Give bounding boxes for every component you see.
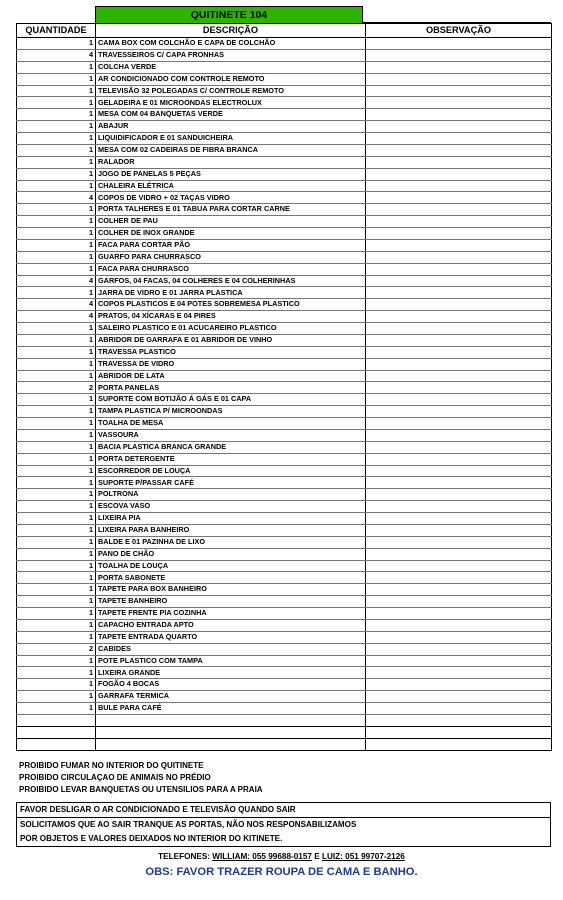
table-row — [17, 489, 552, 501]
table-row — [17, 358, 552, 370]
item-observation — [366, 299, 552, 311]
table-row — [17, 619, 552, 631]
item-quantity: 1 — [17, 334, 96, 346]
item-quantity: 1 — [17, 156, 96, 168]
blank-cell — [17, 738, 96, 750]
item-description: ABAJUR — [96, 121, 366, 133]
item-observation — [366, 631, 552, 643]
table-row — [17, 548, 552, 560]
phone-line — [0, 852, 563, 861]
table-row — [17, 239, 552, 251]
item-description: CABIDES — [96, 643, 366, 655]
item-quantity: 1 — [17, 346, 96, 358]
item-description: FACA PARA CORTAR PÃO — [96, 239, 366, 251]
table-row — [17, 346, 552, 358]
item-quantity: 1 — [17, 584, 96, 596]
item-observation — [366, 524, 552, 536]
item-observation — [366, 429, 552, 441]
table-row — [17, 382, 552, 394]
item-observation — [366, 679, 552, 691]
table-row — [17, 608, 552, 620]
blank-cell — [96, 738, 366, 750]
table-row — [17, 501, 552, 513]
item-observation — [366, 38, 552, 50]
item-quantity: 1 — [17, 679, 96, 691]
item-description: PORTA DETERGENTE — [96, 453, 366, 465]
item-description: PRATOS, 04 XÍCARAS E 04 PIRES — [96, 311, 366, 323]
blank-row — [17, 714, 552, 726]
item-description: CAPACHO ENTRADA APTO — [96, 619, 366, 631]
item-description: TOALHA DE LOUÇA — [96, 560, 366, 572]
item-quantity: 1 — [17, 180, 96, 192]
table-row — [17, 643, 552, 655]
item-description: PANO DE CHÃO — [96, 548, 366, 560]
item-description: BALDE E 01 PAZINHA DE LIXO — [96, 536, 366, 548]
blank-cell — [366, 738, 552, 750]
item-description: TAPETE FRENTE PIA COZINHA — [96, 608, 366, 620]
table-row — [17, 73, 552, 85]
table-row — [17, 572, 552, 584]
item-quantity: 1 — [17, 287, 96, 299]
item-description: ESCOVA VASO — [96, 501, 366, 513]
table-row — [17, 703, 552, 715]
item-quantity: 1 — [17, 608, 96, 620]
table-row — [17, 524, 552, 536]
item-observation — [366, 204, 552, 216]
table-row — [17, 156, 552, 168]
item-quantity: 1 — [17, 97, 96, 109]
phone-william: WILLIAM: 055 99688-0157 — [212, 852, 312, 861]
item-description: TOALHA DE MESA — [96, 418, 366, 430]
item-observation — [366, 572, 552, 584]
item-description: ABRIDOR DE LATA — [96, 370, 366, 382]
table-row — [17, 49, 552, 61]
item-quantity: 1 — [17, 619, 96, 631]
table-row — [17, 418, 552, 430]
table-row — [17, 192, 552, 204]
item-quantity: 4 — [17, 299, 96, 311]
item-observation — [366, 703, 552, 715]
item-description: TAPETE PARA BOX BANHEIRO — [96, 584, 366, 596]
item-description: CAMA BOX COM COLCHÃO E CAPA DE COLCHÃO — [96, 38, 366, 50]
item-quantity: 2 — [17, 382, 96, 394]
item-observation — [366, 441, 552, 453]
table-row — [17, 263, 552, 275]
item-description: LIXEIRA GRANDE — [96, 667, 366, 679]
item-observation — [366, 156, 552, 168]
item-quantity: 1 — [17, 394, 96, 406]
table-row — [17, 180, 552, 192]
item-description: TRAVESSA PLASTICO — [96, 346, 366, 358]
item-description: LIQUIDIFICADOR E 01 SANDUICHEIRA — [96, 133, 366, 145]
item-observation — [366, 323, 552, 335]
item-observation — [366, 643, 552, 655]
item-description: GUARFO PARA CHURRASCO — [96, 251, 366, 263]
item-quantity: 1 — [17, 109, 96, 121]
item-quantity: 1 — [17, 144, 96, 156]
blank-row — [17, 726, 552, 738]
inventory-table — [16, 23, 552, 751]
item-observation — [366, 358, 552, 370]
item-observation — [366, 536, 552, 548]
sheet-title: QUITINETE 104 — [95, 6, 363, 23]
item-quantity: 1 — [17, 38, 96, 50]
item-observation — [366, 121, 552, 133]
item-quantity: 1 — [17, 524, 96, 536]
item-description: TELEVISÃO 32 POLEGADAS C/ CONTROLE REMOTO — [96, 85, 366, 97]
item-description: JARRA DE VIDRO E 01 JARRA PLASTICA — [96, 287, 366, 299]
item-quantity: 1 — [17, 121, 96, 133]
rule-no-smoking: PROIBIDO FUMAR NO INTERIOR DO QUITINETE — [19, 761, 204, 770]
table-row — [17, 275, 552, 287]
item-observation — [366, 548, 552, 560]
item-quantity: 1 — [17, 251, 96, 263]
item-quantity: 1 — [17, 358, 96, 370]
table-row — [17, 655, 552, 667]
table-row — [17, 477, 552, 489]
table-row — [17, 465, 552, 477]
inventory-sheet — [16, 6, 551, 751]
item-description: TAPETE BANHEIRO — [96, 596, 366, 608]
item-description: SUPORTE COM BOTIJÃO Á GÁS E 01 CAPA — [96, 394, 366, 406]
item-quantity: 1 — [17, 133, 96, 145]
item-observation — [366, 477, 552, 489]
table-row — [17, 109, 552, 121]
item-quantity: 1 — [17, 691, 96, 703]
notice-box — [16, 802, 551, 847]
item-quantity: 1 — [17, 73, 96, 85]
item-description: PORTA TALHERES E 01 TABUA PARA CORTAR CARNE — [96, 204, 366, 216]
item-quantity: 4 — [17, 192, 96, 204]
table-row — [17, 394, 552, 406]
item-quantity: 1 — [17, 418, 96, 430]
item-description: TAPETE ENTRADA QUARTO — [96, 631, 366, 643]
item-observation — [366, 370, 552, 382]
item-observation — [366, 192, 552, 204]
item-observation — [366, 61, 552, 73]
item-observation — [366, 97, 552, 109]
quantity-header: QUANTIDADE — [17, 24, 96, 38]
item-description: FOGÃO 4 BOCAS — [96, 679, 366, 691]
item-description: SALEIRO PLASTICO E 01 ACUCAREIRO PLASTICO — [96, 323, 366, 335]
item-description: MESA COM 04 BANQUETAS VERDE — [96, 109, 366, 121]
item-quantity: 1 — [17, 536, 96, 548]
table-row — [17, 251, 552, 263]
item-description: VASSOURA — [96, 429, 366, 441]
item-description: FACA PARA CHURRASCO — [96, 263, 366, 275]
item-quantity: 1 — [17, 370, 96, 382]
obs-note: OBS: FAVOR TRAZER ROUPA DE CAMA E BANHO. — [145, 866, 418, 878]
rule-no-animals: PROIBIDO CIRCULAÇAO DE ANIMAIS NO PRÉDIO — [19, 773, 211, 782]
table-row — [17, 133, 552, 145]
item-quantity: 1 — [17, 323, 96, 335]
table-row — [17, 560, 552, 572]
phones-label: TELEFONES: — [158, 852, 213, 861]
item-observation — [366, 228, 552, 240]
table-row — [17, 453, 552, 465]
item-quantity: 1 — [17, 655, 96, 667]
table-row — [17, 334, 552, 346]
item-quantity: 1 — [17, 263, 96, 275]
item-description: MESA COM 02 CADEIRAS DE FIBRA BRANCA — [96, 144, 366, 156]
item-observation — [366, 608, 552, 620]
table-row — [17, 406, 552, 418]
item-quantity: 1 — [17, 489, 96, 501]
table-row — [17, 121, 552, 133]
item-observation — [366, 596, 552, 608]
item-quantity: 1 — [17, 85, 96, 97]
phone-luiz: LUIZ: 051 99707-2126 — [321, 852, 405, 861]
item-observation — [366, 216, 552, 228]
item-quantity: 4 — [17, 275, 96, 287]
item-observation — [366, 346, 552, 358]
item-observation — [366, 406, 552, 418]
item-quantity: 1 — [17, 667, 96, 679]
item-observation — [366, 394, 552, 406]
table-row — [17, 667, 552, 679]
item-quantity: 1 — [17, 168, 96, 180]
item-observation — [366, 560, 552, 572]
notice-ac-tv: FAVOR DESLIGAR O AR CONDICIONADO E TELEVISÃO QUANDO SAIR — [17, 803, 550, 818]
table-row — [17, 441, 552, 453]
item-observation — [366, 49, 552, 61]
item-description: BULE PARA CAFÉ — [96, 703, 366, 715]
item-quantity: 1 — [17, 441, 96, 453]
item-description: GELADEIRA E 01 MICROONDAS ELECTROLUX — [96, 97, 366, 109]
item-description: LIXEIRA PARA BANHEIRO — [96, 524, 366, 536]
item-description: ESCORREDOR DE LOUÇA — [96, 465, 366, 477]
item-description: CHALEIRA ELÉTRICA — [96, 180, 366, 192]
inventory-body — [17, 38, 552, 751]
item-observation — [366, 418, 552, 430]
item-quantity: 1 — [17, 477, 96, 489]
description-header: DESCRIÇÃO — [96, 24, 366, 38]
table-row — [17, 691, 552, 703]
table-row — [17, 168, 552, 180]
item-quantity: 1 — [17, 572, 96, 584]
table-row — [17, 216, 552, 228]
table-row — [17, 204, 552, 216]
phones-separator: E — [311, 852, 322, 861]
item-observation — [366, 619, 552, 631]
item-description: POTE PLASTICO COM TAMPA — [96, 655, 366, 667]
table-row — [17, 228, 552, 240]
blank-cell — [96, 714, 366, 726]
item-description: TRAVESSEIROS C/ CAPA FRONHAS — [96, 49, 366, 61]
item-observation — [366, 691, 552, 703]
item-description: COPOS DE VIDRO + 02 TAÇAS VIDRO — [96, 192, 366, 204]
table-row — [17, 311, 552, 323]
table-row — [17, 144, 552, 156]
title-row — [16, 6, 551, 23]
item-observation — [366, 489, 552, 501]
item-description: COLHER DE INOX GRANDE — [96, 228, 366, 240]
item-description: PORTA PANELAS — [96, 382, 366, 394]
item-observation — [366, 584, 552, 596]
item-quantity: 2 — [17, 643, 96, 655]
item-observation — [366, 275, 552, 287]
table-row — [17, 631, 552, 643]
item-observation — [366, 133, 552, 145]
blank-cell — [366, 726, 552, 738]
item-observation — [366, 667, 552, 679]
table-row — [17, 61, 552, 73]
item-observation — [366, 382, 552, 394]
item-description: BACIA PLASTICA BRANCA GRANDE — [96, 441, 366, 453]
rule-no-beach-items: PROIBIDO LEVAR BANQUETAS OU UTENSILIOS PARA A PRAIA — [19, 785, 263, 794]
item-observation — [366, 73, 552, 85]
item-description: COPOS PLASTICOS E 04 POTES SOBREMESA PLASTICO — [96, 299, 366, 311]
item-description: TRAVESSA DE VIDRO — [96, 358, 366, 370]
item-observation — [366, 287, 552, 299]
item-description: SUPORTE P/PASSAR CAFÉ — [96, 477, 366, 489]
item-quantity: 1 — [17, 429, 96, 441]
table-row — [17, 85, 552, 97]
table-row — [17, 679, 552, 691]
item-quantity: 1 — [17, 204, 96, 216]
item-observation — [366, 109, 552, 121]
blank-cell — [366, 714, 552, 726]
item-description: JOGO DE PANELAS 5 PEÇAS — [96, 168, 366, 180]
item-quantity: 1 — [17, 596, 96, 608]
item-quantity: 1 — [17, 228, 96, 240]
item-quantity: 4 — [17, 311, 96, 323]
item-description: RALADOR — [96, 156, 366, 168]
table-row — [17, 429, 552, 441]
item-description: COLCHA VERDE — [96, 61, 366, 73]
item-observation — [366, 311, 552, 323]
table-header-row — [17, 24, 552, 38]
item-description: GARRAFA TERMICA — [96, 691, 366, 703]
notice-responsibility: POR OBJETOS E VALORES DEIXADOS NO INTERIOR DO KITINETE. — [20, 834, 283, 843]
notice-lock-doors: SOLICITAMOS QUE AO SAIR TRANQUE AS PORTAS, NÃO NOS RESPONSABILIZAMOS — [20, 820, 357, 829]
item-observation — [366, 180, 552, 192]
item-observation — [366, 168, 552, 180]
item-observation — [366, 144, 552, 156]
table-row — [17, 287, 552, 299]
item-description: ABRIDOR DE GARRAFA E 01 ABRIDOR DE VINHO — [96, 334, 366, 346]
item-observation — [366, 85, 552, 97]
item-quantity: 1 — [17, 465, 96, 477]
item-description: LIXEIRA PIA — [96, 513, 366, 525]
item-quantity: 1 — [17, 216, 96, 228]
item-description: AR CONDICIONADO COM CONTROLE REMOTO — [96, 73, 366, 85]
item-observation — [366, 513, 552, 525]
item-quantity: 1 — [17, 631, 96, 643]
blank-cell — [17, 726, 96, 738]
item-description: POLTRONA — [96, 489, 366, 501]
item-observation — [366, 655, 552, 667]
table-row — [17, 584, 552, 596]
item-observation — [366, 465, 552, 477]
item-quantity: 4 — [17, 49, 96, 61]
item-quantity: 1 — [17, 453, 96, 465]
item-observation — [366, 251, 552, 263]
item-description: TAMPA PLASTICA P/ MICROONDAS — [96, 406, 366, 418]
table-row — [17, 513, 552, 525]
rules-list — [19, 760, 263, 796]
table-row — [17, 299, 552, 311]
blank-row — [17, 738, 552, 750]
item-quantity: 1 — [17, 501, 96, 513]
observation-header: OBSERVAÇÃO — [366, 24, 552, 38]
table-row — [17, 596, 552, 608]
table-row — [17, 323, 552, 335]
blank-cell — [96, 726, 366, 738]
item-quantity: 1 — [17, 61, 96, 73]
table-row — [17, 370, 552, 382]
item-quantity: 1 — [17, 513, 96, 525]
table-row — [17, 97, 552, 109]
item-quantity: 1 — [17, 703, 96, 715]
table-row — [17, 38, 552, 50]
table-row — [17, 536, 552, 548]
blank-cell — [17, 714, 96, 726]
item-observation — [366, 453, 552, 465]
item-description: COLHER DE PAU — [96, 216, 366, 228]
item-observation — [366, 263, 552, 275]
item-quantity: 1 — [17, 548, 96, 560]
item-observation — [366, 501, 552, 513]
item-quantity: 1 — [17, 560, 96, 572]
item-observation — [366, 334, 552, 346]
item-observation — [366, 239, 552, 251]
item-quantity: 1 — [17, 239, 96, 251]
item-description: PORTA SABONETE — [96, 572, 366, 584]
item-quantity: 1 — [17, 406, 96, 418]
item-description: GARFOS, 04 FACAS, 04 COLHERES E 04 COLHERINHAS — [96, 275, 366, 287]
